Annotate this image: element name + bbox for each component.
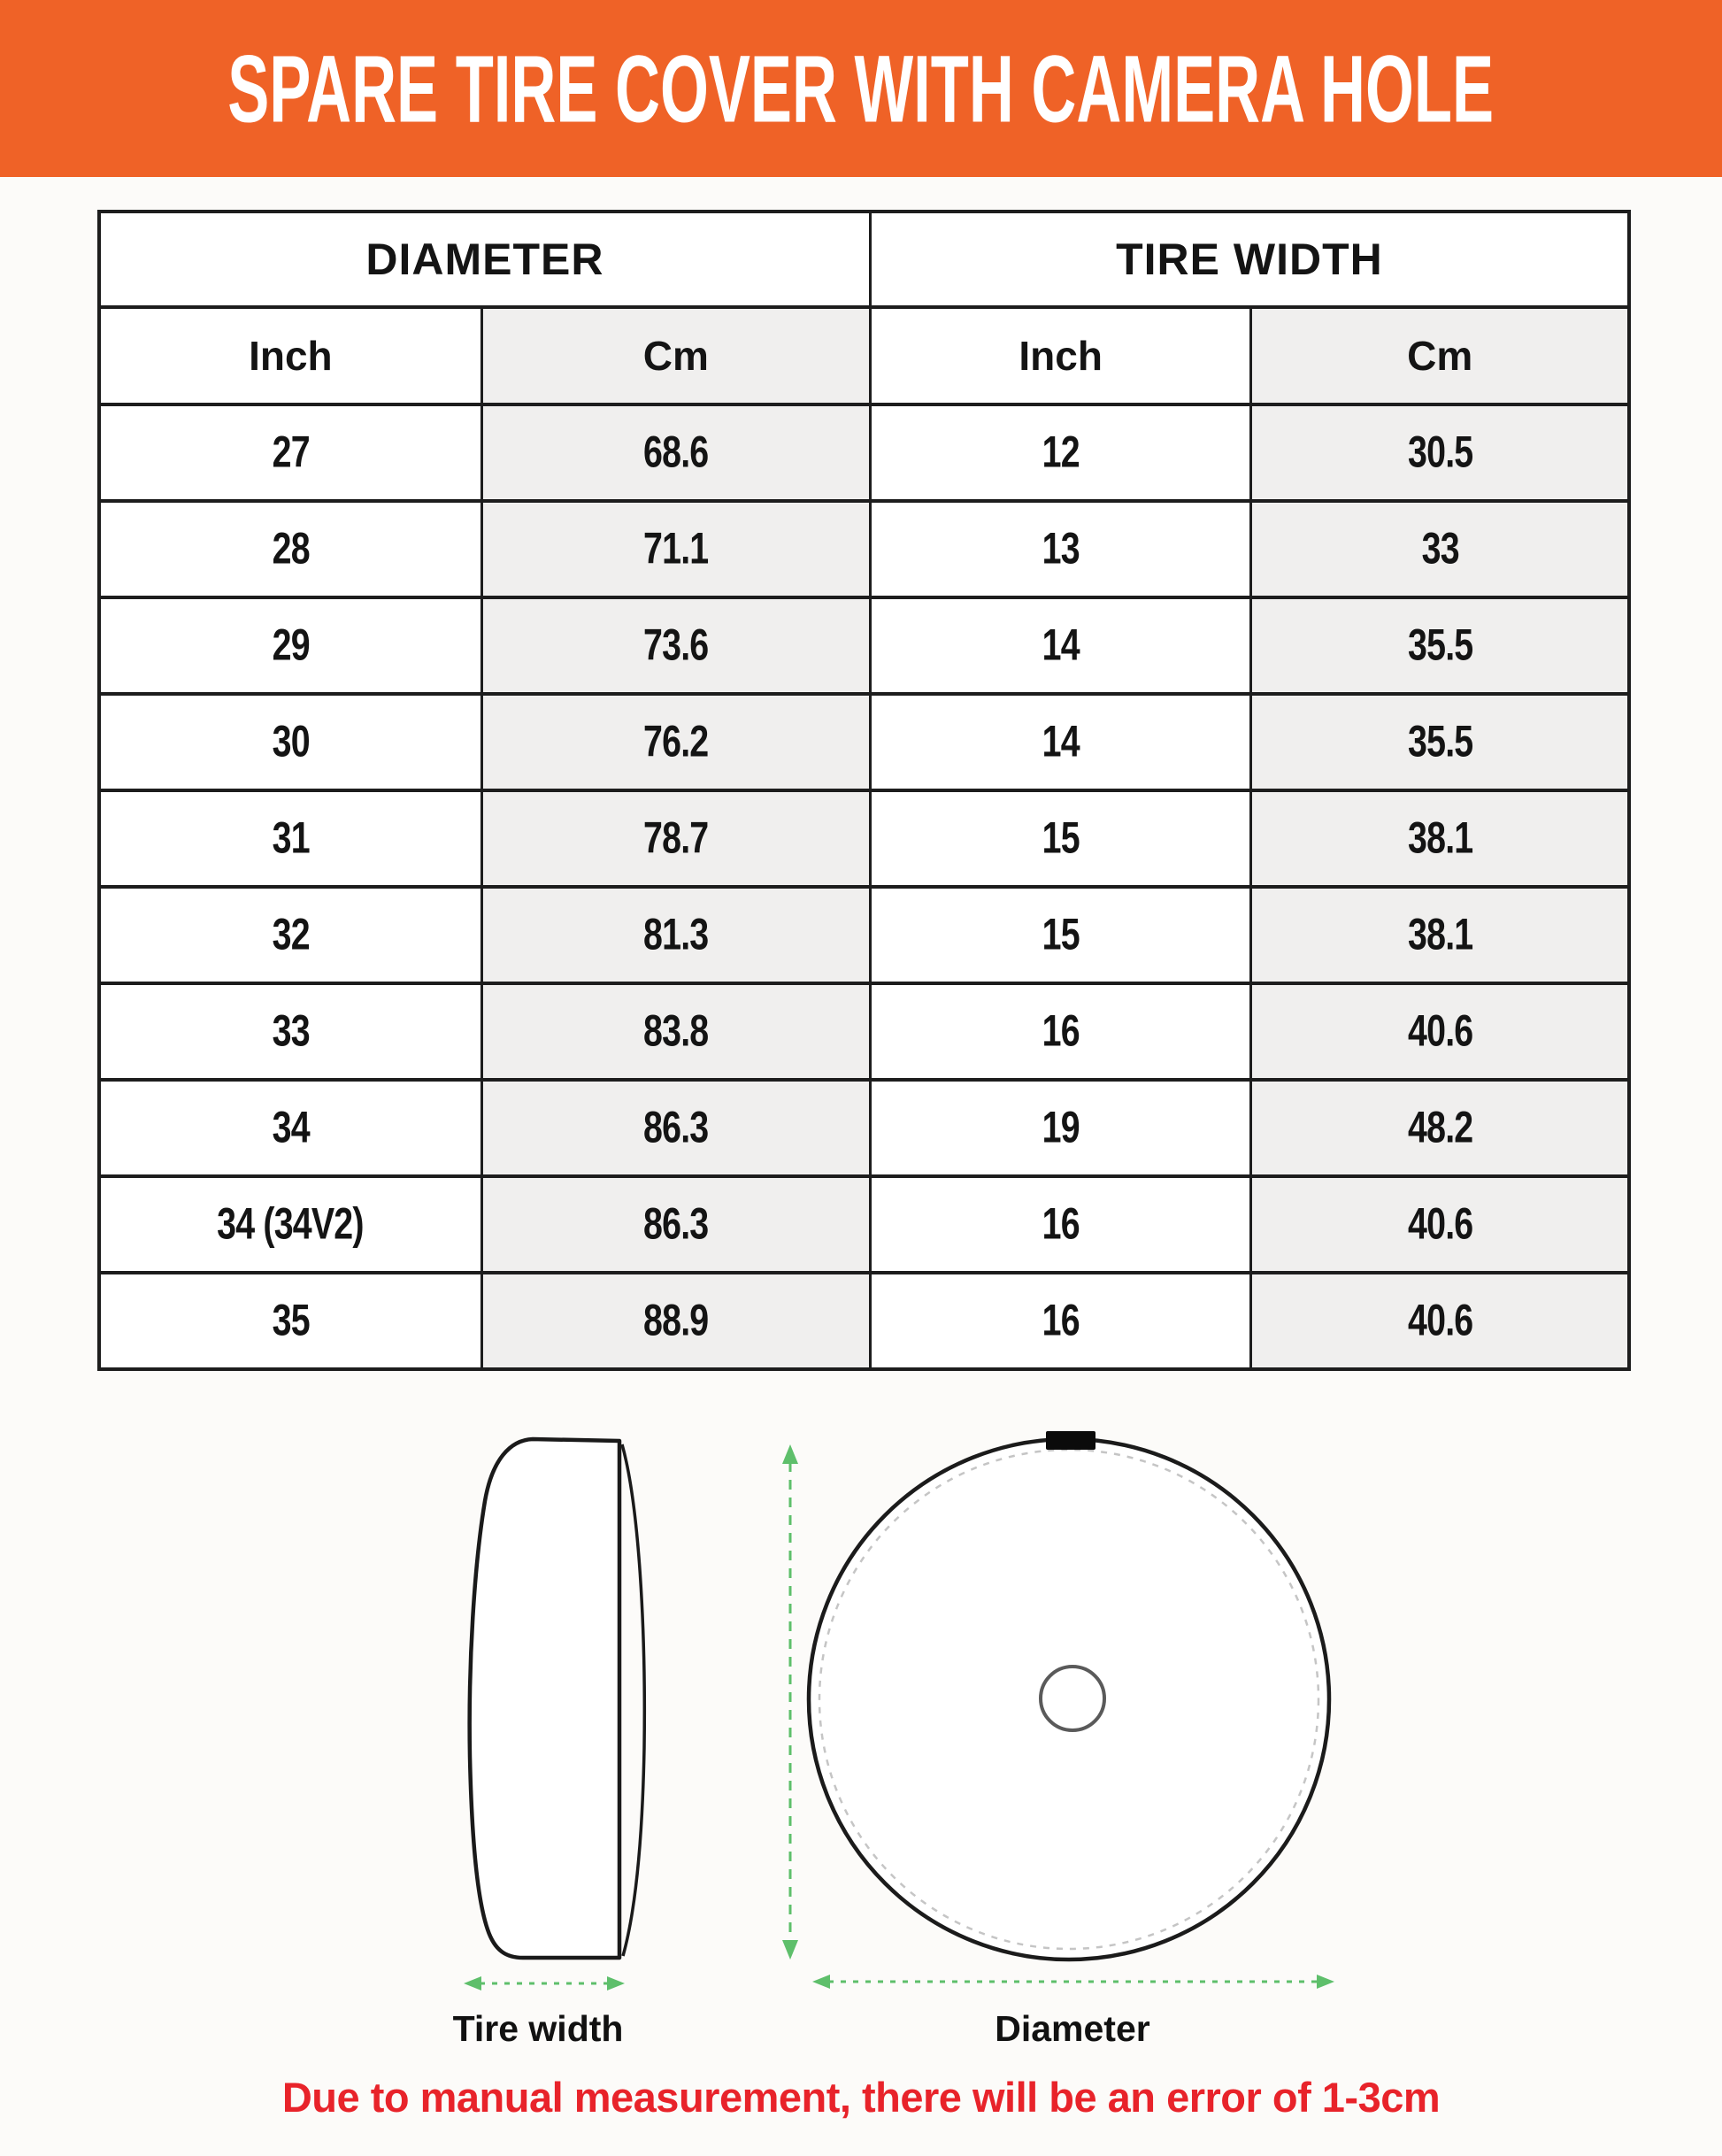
cell-cm: 86.3 <box>481 1080 870 1176</box>
cell-cm: 33 <box>1251 501 1629 597</box>
group-header-diameter <box>99 212 870 307</box>
cell-inch: 30 <box>99 694 481 790</box>
cell-cm: 30.5 <box>1251 404 1629 501</box>
tire-width-label: Tire width <box>452 2008 624 2049</box>
cell-inch: 29 <box>99 597 481 694</box>
cell-inch: 12 <box>870 404 1251 501</box>
size-table-body <box>99 404 1629 1369</box>
diameter-label: Diameter <box>995 2008 1150 2049</box>
cell-inch: 16 <box>870 1273 1251 1369</box>
cell-inch: 33 <box>99 983 481 1080</box>
cell-cm: 88.9 <box>481 1273 870 1369</box>
sub-header-inch: Inch <box>99 307 481 404</box>
group-header-row <box>99 212 1629 307</box>
cell-cm: 40.6 <box>1251 1273 1629 1369</box>
group-header-tire-width <box>870 212 1629 307</box>
tire-diagram <box>0 1377 1722 2076</box>
tire-side-view-edge <box>622 1444 644 1956</box>
cell-cm: 76.2 <box>481 694 870 790</box>
cell-cm: 40.6 <box>1251 983 1629 1080</box>
cell-cm: 83.8 <box>481 983 870 1080</box>
cell-cm: 71.1 <box>481 501 870 597</box>
cell-cm: 40.6 <box>1251 1176 1629 1273</box>
arrow-right-icon <box>1317 1975 1334 1989</box>
strap-notch <box>1046 1431 1095 1450</box>
cell-cm: 81.3 <box>481 887 870 983</box>
cell-inch: 16 <box>870 983 1251 1080</box>
arrow-left-icon <box>464 1976 481 1990</box>
cell-inch: 34 (34V2) <box>99 1176 481 1273</box>
arrow-down-icon <box>782 1940 798 1960</box>
table-row <box>99 983 1629 1080</box>
cell-inch: 19 <box>870 1080 1251 1176</box>
cell-inch: 27 <box>99 404 481 501</box>
cell-inch: 15 <box>870 887 1251 983</box>
table-row <box>99 887 1629 983</box>
table-row <box>99 501 1629 597</box>
arrow-up-icon <box>782 1444 798 1464</box>
cell-cm: 38.1 <box>1251 887 1629 983</box>
measurement-note: Due to manual measurement, there will be an error of 1-3cm <box>281 2074 1441 2121</box>
table-row <box>99 1080 1629 1176</box>
table-row <box>99 694 1629 790</box>
arrow-right-icon <box>607 1976 625 1990</box>
tire-side-view-outline <box>470 1439 619 1958</box>
cell-cm: 35.5 <box>1251 694 1629 790</box>
cell-cm: 48.2 <box>1251 1080 1629 1176</box>
cell-cm: 38.1 <box>1251 790 1629 887</box>
camera-hole-circle <box>1041 1667 1104 1730</box>
sub-header-cm: Cm <box>1251 307 1629 404</box>
cell-inch: 34 <box>99 1080 481 1176</box>
table-row <box>99 1273 1629 1369</box>
group-header-tire-width-label: TIRE WIDTH <box>1116 235 1383 284</box>
cell-cm: 73.6 <box>481 597 870 694</box>
cell-inch: 13 <box>870 501 1251 597</box>
cell-inch: 14 <box>870 597 1251 694</box>
cell-inch: 31 <box>99 790 481 887</box>
arrow-left-icon <box>812 1975 830 1989</box>
cell-inch: 32 <box>99 887 481 983</box>
sub-header-row <box>99 307 1629 404</box>
cell-cm: 86.3 <box>481 1176 870 1273</box>
group-header-diameter-label: DIAMETER <box>365 235 604 284</box>
sub-header-cm: Cm <box>481 307 870 404</box>
cell-cm: 35.5 <box>1251 597 1629 694</box>
cell-inch: 16 <box>870 1176 1251 1273</box>
sub-header-inch: Inch <box>870 307 1251 404</box>
cell-inch: 14 <box>870 694 1251 790</box>
table-row <box>99 404 1629 501</box>
banner <box>0 0 1722 177</box>
table-row <box>99 790 1629 887</box>
table-row <box>99 1176 1629 1273</box>
cell-cm: 68.6 <box>481 404 870 501</box>
cell-cm: 78.7 <box>481 790 870 887</box>
cell-inch: 15 <box>870 790 1251 887</box>
page-title: SPARE TIRE COVER WITH CAMERA HOLE <box>227 34 1495 142</box>
cell-inch: 28 <box>99 501 481 597</box>
size-table <box>97 210 1631 1371</box>
table-row <box>99 597 1629 694</box>
cell-inch: 35 <box>99 1273 481 1369</box>
